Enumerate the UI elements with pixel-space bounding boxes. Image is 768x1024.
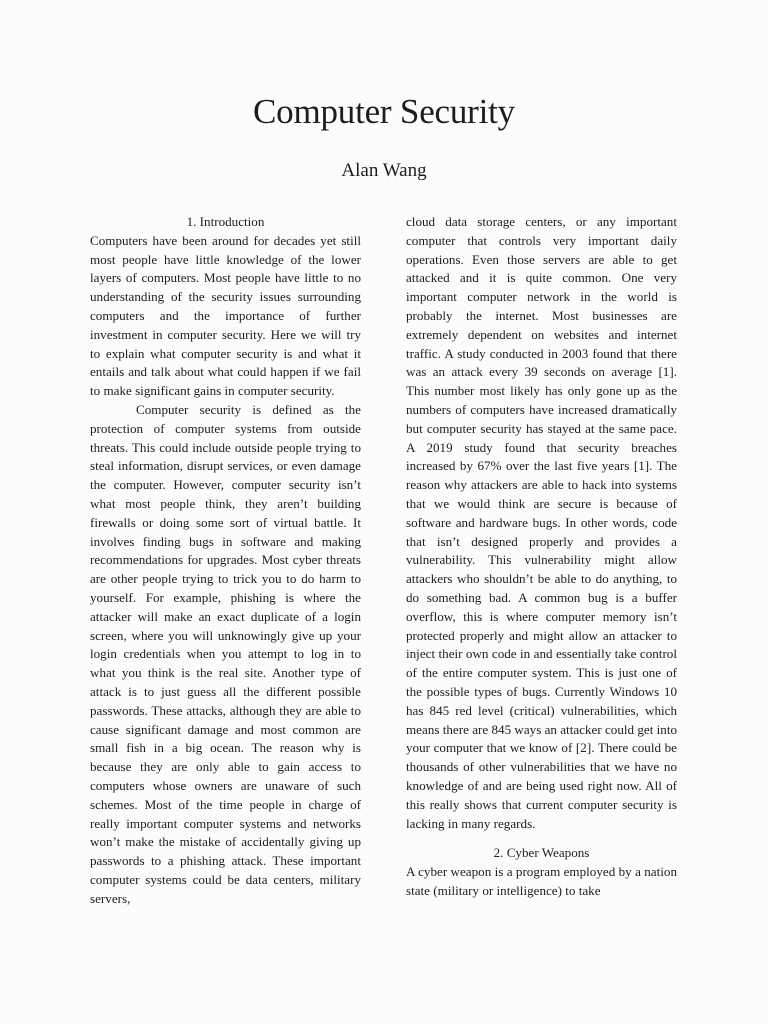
section-heading-introduction: 1. Introduction (186, 214, 265, 229)
cyber-weapons-paragraph-1: A cyber weapon is a program employed by a nation state (military or intelligence) to take (406, 864, 677, 898)
intro-paragraph-1: Computers have been around for decades yet still most people have little knowledge of the lower layers of computers. Most people have little to no understanding of the security issues surrounding computers and the importance of further investment in computer security. Here we will try to explain what computer security is and what it entails and talk about what could happen if we fail to make significant gains in computer security. (90, 232, 361, 399)
document-title: Computer Security (253, 92, 515, 131)
section-heading-cyber-weapons: 2. Cyber Weapons (493, 845, 590, 861)
intro-paragraph-2-continued: cloud data storage centers, or any important computer that controls very important daily operations. Even those servers are able to get attacked and it is quite common. One very important computer network in the world is probably the internet. Most businesses are extremely dependent on websites and internet traffic. A study conducted in 2003 found that there was an attack every 39 seconds on average [1]. This number most likely has only gone up as the numbers of computers have increased dramatically but computer security has stayed at the same pace. A 2019 study found that security breaches increased by 67% over the last five years [1]. The reason why attackers are able to hack into systems that we would think are secure is because of software and hardware bugs. In other words, code that isn’t designed properly and provides a vulnerability. This vulnerability might allow attackers who shouldn’t be able to do anything, to do something bad. A common bug is a buffer overflow, this is where computer memory isn’t protected properly and might allow an attacker to inject their own code in and essentially take control of the entire computer system. This is just one of the possible types of bugs. Currently Windows 10 has 845 red level (critical) vulnerabilities, which means there are 845 ways an attacker could get into your computer that we know of [2]. There could be thousands of other vulnerabilities that we have no knowledge of and are being used right now. All of this really shows that current computer security is lacking in many regards. (406, 214, 677, 831)
author-name: Alan Wang (341, 160, 427, 181)
right-column (406, 213, 677, 901)
intro-paragraph-2: Computer security is defined as the protection of computer systems from outside threats. This could include outside people trying to steal information, disrupt services, or even damage the computer. However, computer security isn’t what most people think, they aren’t building firewalls or doing some sort of virtual battle. It involves finding bugs in software and making recommendations for upgrades. Most cyber threats are other people trying to trick you to do harm to yourself. For example, phishing is where the attacker will make an exact duplicate of a login screen, where you will unknowingly give up your login credentials when you attempt to log in to what you think is the real site. Another type of attack is to just guess all the different possible passwords. These attacks, although they are able to cause significant damage and most common are small fish in a big ocean. The reason why is because they are only able to gain access to computers whose owners are unaware of such schemes. Most of the time people in charge of really important computer systems and networks won’t make the mistake of accidentally giving up passwords to a phishing attack. These important computer systems could be data centers, military servers, (90, 401, 361, 906)
left-column (90, 213, 361, 908)
